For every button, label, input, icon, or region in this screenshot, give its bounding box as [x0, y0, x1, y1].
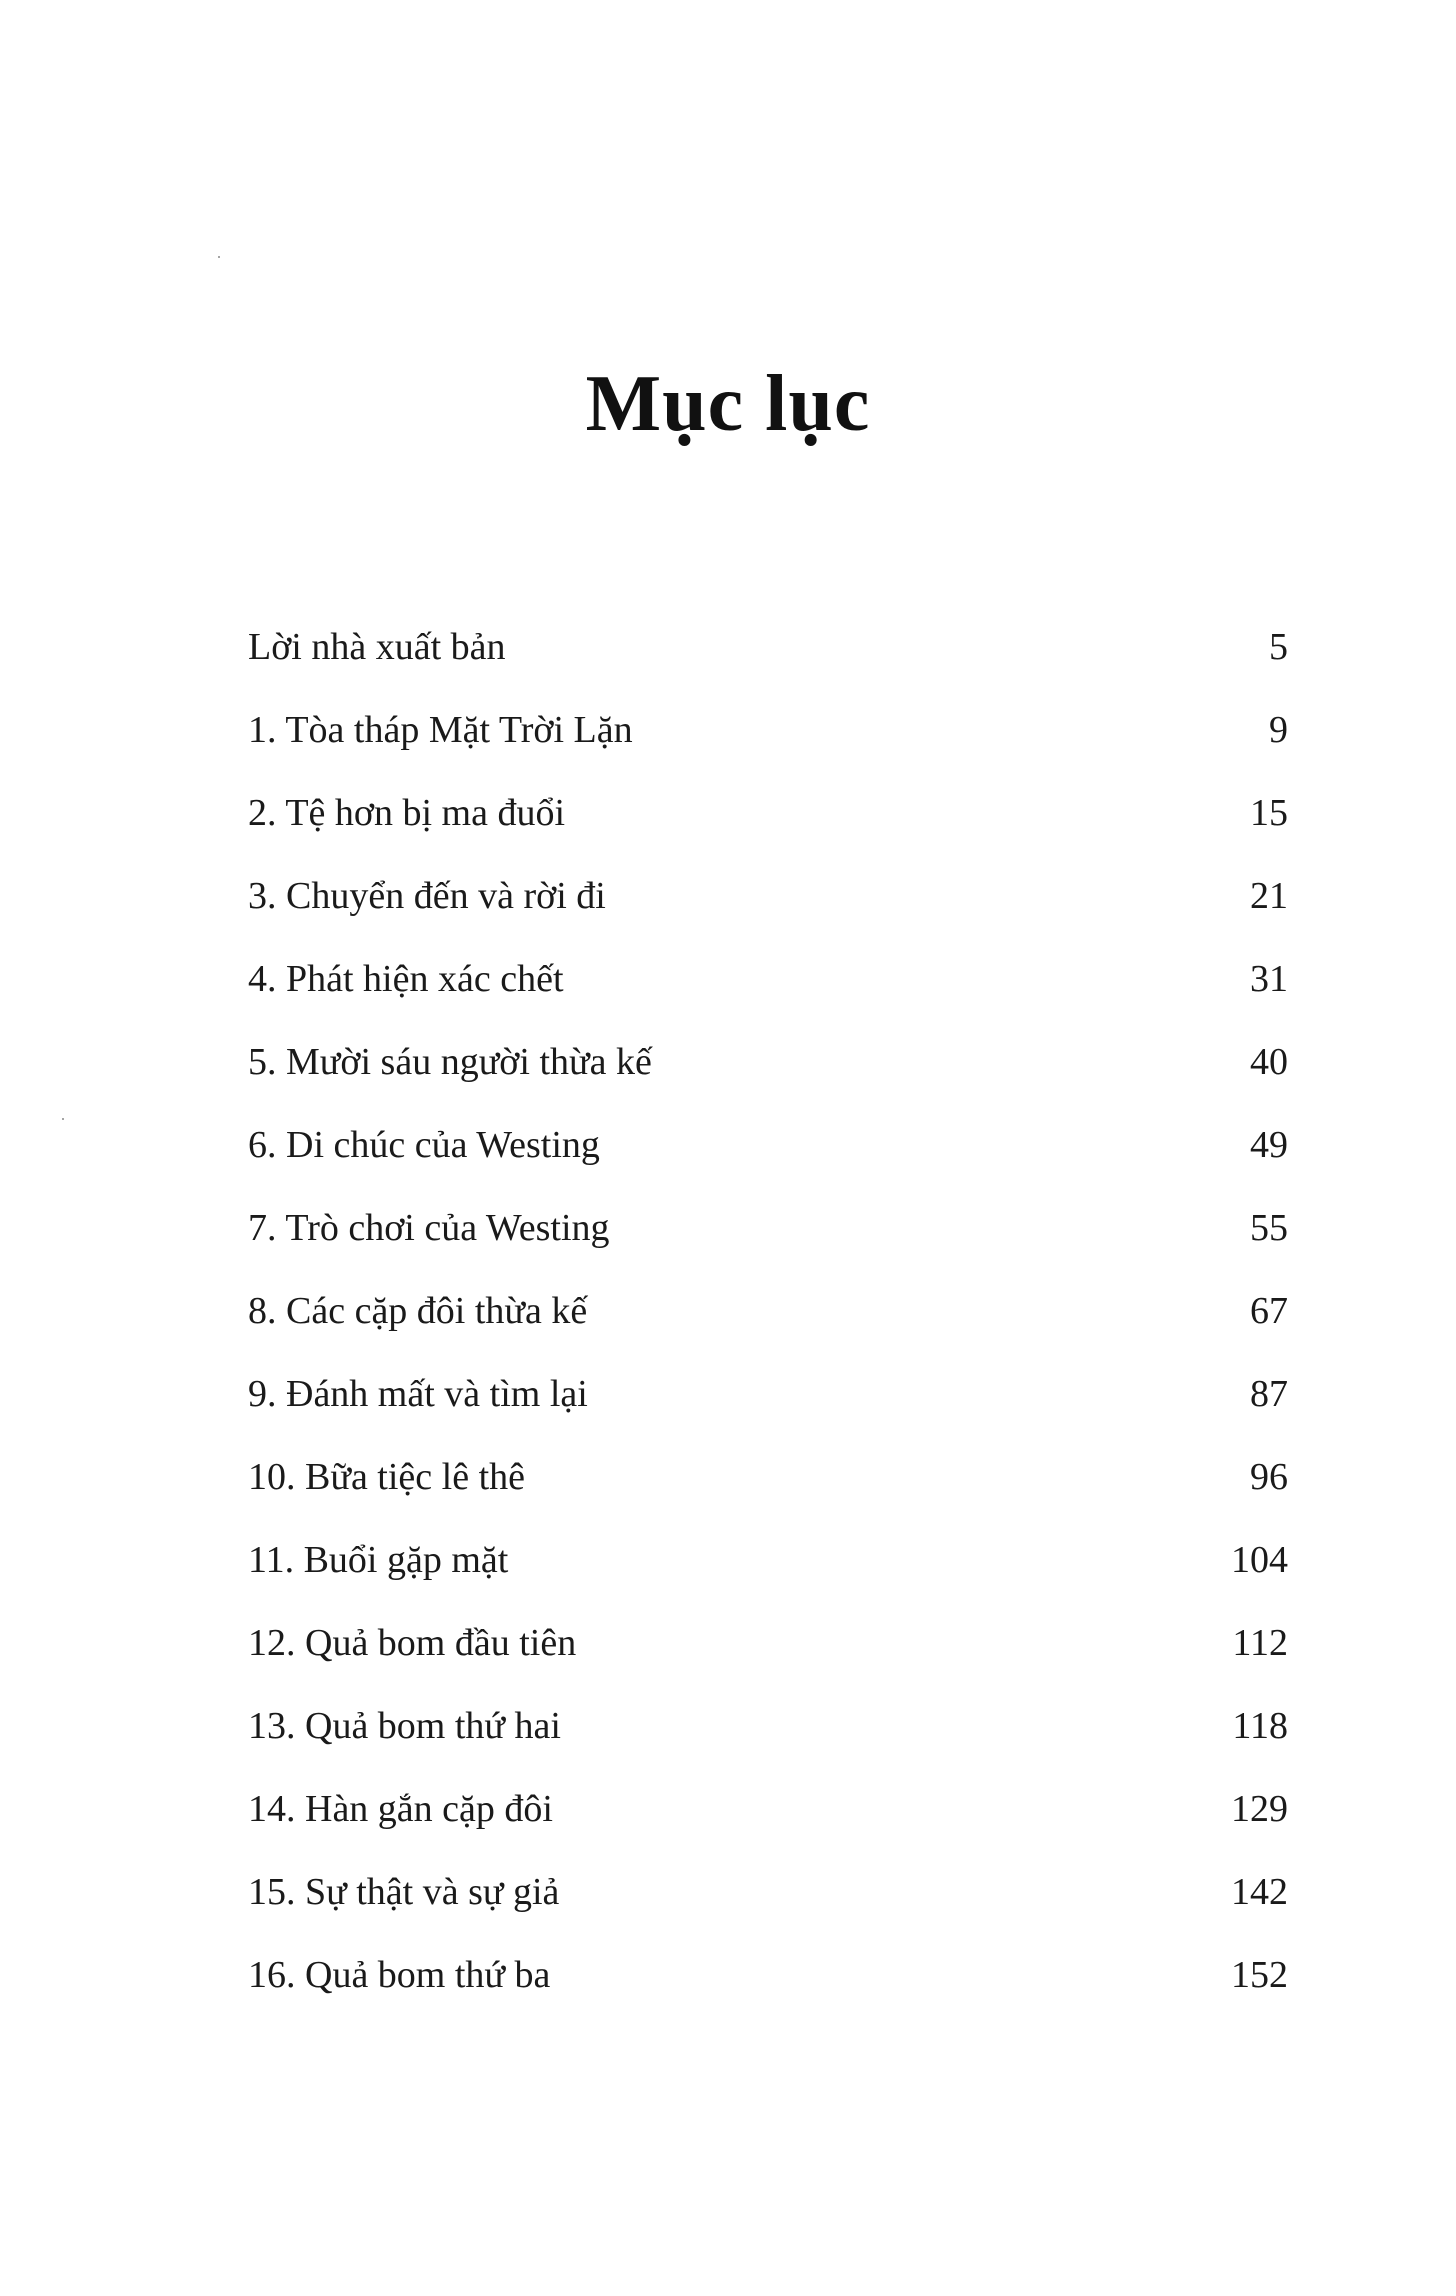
toc-entry [248, 877, 1288, 960]
toc-entry-page-number: 118 [1232, 1705, 1288, 1747]
toc-entry-page-number: 55 [1250, 1207, 1288, 1249]
toc-entry-page-number: 129 [1231, 1788, 1288, 1830]
toc-entry-page-number: 152 [1231, 1954, 1288, 1996]
toc-entry [248, 1043, 1288, 1126]
toc-entry-title: 12. Quả bom đầu tiên [248, 1622, 577, 1664]
toc-entry-title: 6. Di chúc của Westing [248, 1124, 600, 1166]
toc-entry-page-number: 9 [1269, 709, 1288, 751]
toc-entry-page-number: 87 [1250, 1373, 1288, 1415]
toc-entry [248, 1956, 1288, 2039]
toc-entry-page-number: 67 [1250, 1290, 1288, 1332]
paper-speck [218, 256, 220, 258]
toc-entry-title: 3. Chuyển đến và rời đi [248, 875, 606, 917]
toc-entry [248, 1790, 1288, 1873]
toc-entry [248, 1375, 1288, 1458]
toc-entry-page-number: 96 [1250, 1456, 1288, 1498]
toc-entry-title: 4. Phát hiện xác chết [248, 958, 564, 1000]
toc-entry-page-number: 40 [1250, 1041, 1288, 1083]
toc-entry [248, 1126, 1288, 1209]
page-title: Mục lục [585, 359, 871, 448]
toc-entry-title: 15. Sự thật và sự giả [248, 1871, 560, 1913]
toc-entry-page-number: 15 [1250, 792, 1288, 834]
toc-entry-title: 16. Quả bom thứ ba [248, 1954, 551, 1996]
toc-entry [248, 1624, 1288, 1707]
toc-entry-page-number: 112 [1232, 1622, 1288, 1664]
toc-entry [248, 1292, 1288, 1375]
table-of-contents [248, 628, 1288, 2039]
toc-entry-title: 14. Hàn gắn cặp đôi [248, 1788, 553, 1830]
toc-entry [248, 1707, 1288, 1790]
toc-entry-page-number: 5 [1269, 626, 1288, 668]
toc-entry-title: 9. Đánh mất và tìm lại [248, 1373, 588, 1415]
toc-entry [248, 960, 1288, 1043]
toc-entry-title: 7. Trò chơi của Westing [248, 1207, 610, 1249]
toc-entry [248, 1873, 1288, 1956]
toc-entry-page-number: 31 [1250, 958, 1288, 1000]
toc-entry-page-number: 104 [1231, 1539, 1288, 1581]
toc-entry [248, 1458, 1288, 1541]
toc-entry-page-number: 21 [1250, 875, 1288, 917]
toc-entry [248, 1209, 1288, 1292]
paper-speck [62, 1118, 64, 1120]
toc-entry-title: Lời nhà xuất bản [248, 626, 506, 668]
toc-entry [248, 628, 1288, 711]
toc-entry-title: 2. Tệ hơn bị ma đuổi [248, 792, 566, 834]
toc-entry-title: 5. Mười sáu người thừa kế [248, 1041, 652, 1083]
toc-entry-title: 1. Tòa tháp Mặt Trời Lặn [248, 709, 633, 751]
toc-entry-page-number: 142 [1231, 1871, 1288, 1913]
toc-entry-title: 13. Quả bom thứ hai [248, 1705, 561, 1747]
toc-entry [248, 1541, 1288, 1624]
toc-entry-title: 8. Các cặp đôi thừa kế [248, 1290, 588, 1332]
toc-entry-title: 10. Bữa tiệc lê thê [248, 1456, 526, 1498]
toc-entry [248, 794, 1288, 877]
toc-entry [248, 711, 1288, 794]
toc-entry-title: 11. Buổi gặp mặt [248, 1539, 509, 1581]
toc-entry-page-number: 49 [1250, 1124, 1288, 1166]
